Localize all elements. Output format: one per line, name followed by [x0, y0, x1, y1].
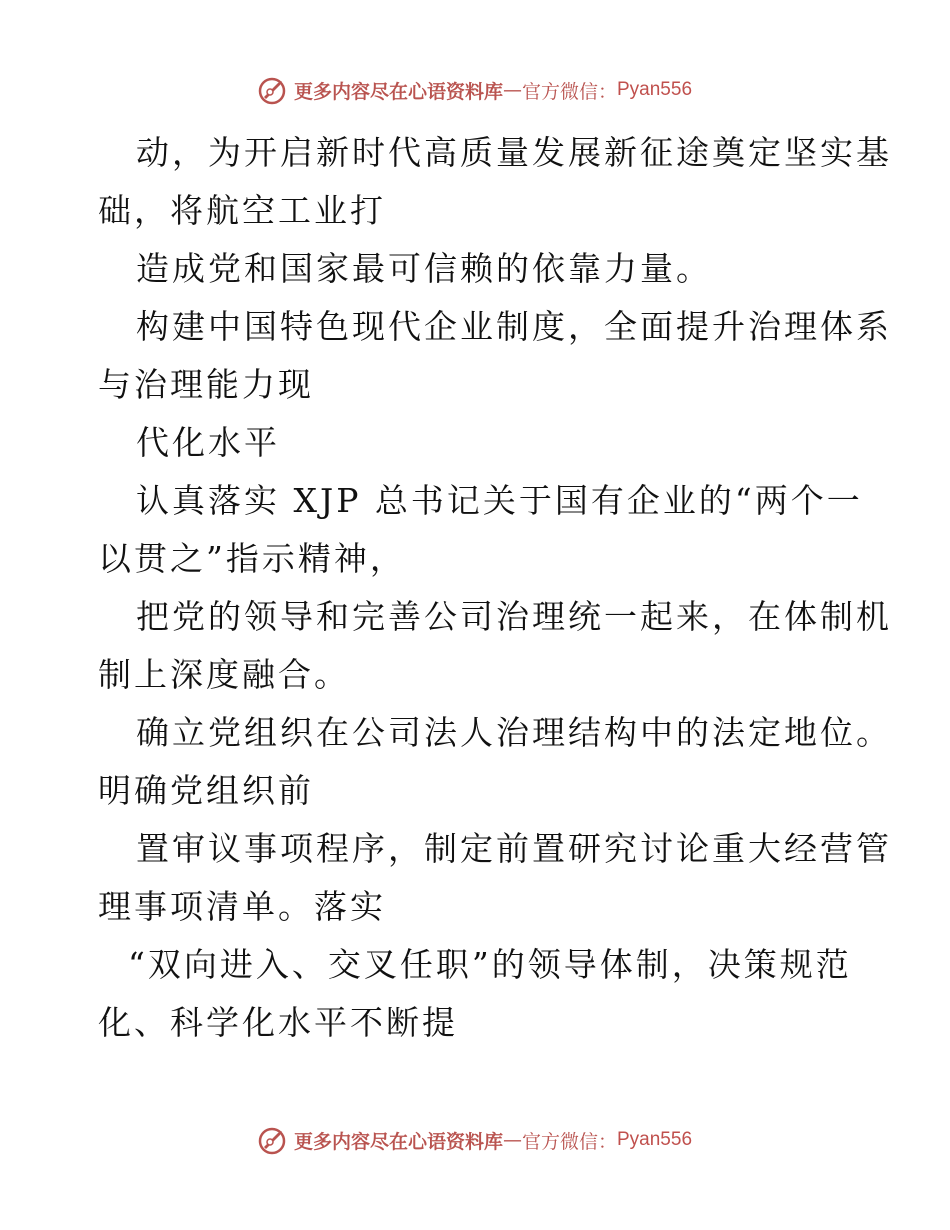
- paragraph-line: 置审议事项程序，制定前置研究讨论重大经营管: [136, 829, 892, 868]
- paragraph-line: 化、科学化水平不断提: [98, 1003, 458, 1042]
- paragraph-line: 础，将航空工业打: [98, 191, 386, 230]
- footer-watermark: [0, 1120, 950, 1160]
- paragraph-line: 以贯之”指示精神，: [98, 539, 406, 578]
- paragraph-line: 造成党和国家最可信赖的依靠力量。: [136, 249, 712, 288]
- document-body: [98, 124, 892, 1052]
- paragraph-line: 确立党组织在公司法人治理结构中的法定地位。: [136, 713, 892, 752]
- footer-brand-text: 更多内容尽在心语资料库: [293, 1130, 503, 1153]
- footer-wechat-label: 官方微信：: [521, 1130, 617, 1153]
- paragraph-line: 代化水平: [136, 423, 280, 462]
- footer-dash: —: [502, 1129, 522, 1151]
- paragraph-line: 制上深度融合。: [98, 655, 350, 694]
- paragraph-line: 动，为开启新时代高质量发展新征途奠定坚实基: [136, 133, 892, 172]
- paragraph-line: 构建中国特色现代企业制度，全面提升治理体系: [136, 307, 892, 346]
- footer-wechat-id: Pyan556: [617, 1129, 693, 1150]
- paragraph-line: 与治理能力现: [98, 365, 314, 404]
- paragraph-line: 认真落实 XJP 总书记关于国有企业的“两个一: [136, 481, 863, 520]
- header-brand-text: 更多内容尽在心语资料库: [293, 80, 503, 103]
- header-watermark: [0, 70, 950, 110]
- paragraph-line: 理事项清单。落实: [98, 887, 386, 926]
- pen-logo-icon: [258, 1125, 288, 1155]
- paragraph-line: 明确党组织前: [98, 771, 314, 810]
- pen-logo-icon: [258, 75, 288, 105]
- header-wechat-label: 官方微信：: [521, 80, 617, 103]
- header-wechat-id: Pyan556: [617, 79, 693, 100]
- paragraph-line: 把党的领导和完善公司治理统一起来，在体制机: [136, 597, 892, 636]
- paragraph-line: “双向进入、交叉任职”的领导体制，决策规范: [128, 945, 852, 984]
- header-dash: —: [502, 79, 522, 101]
